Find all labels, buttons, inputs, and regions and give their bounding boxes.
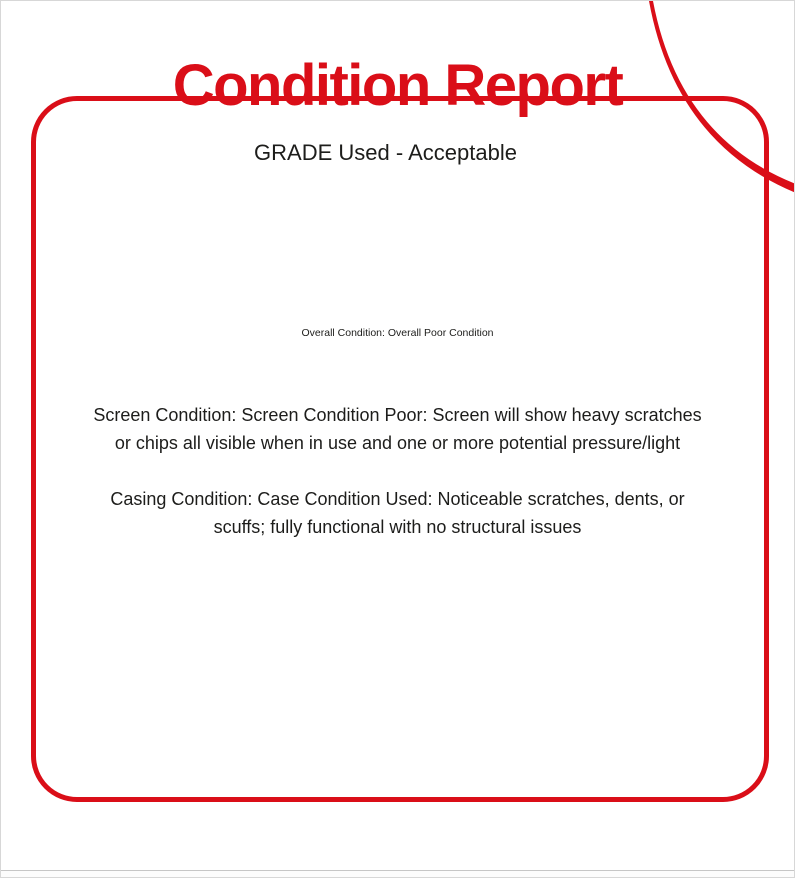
text-line: Casing Condition: Case Condition Used: Noticeable scratches, dents, or — [110, 489, 685, 509]
page-title: Condition Report — [172, 52, 623, 118]
text-line: scuffs; fully functional with no structural issues — [213, 517, 582, 537]
screen-condition-text — [1, 401, 794, 457]
text-line: or chips all visible when in use and one or more potential pressure/light — [114, 433, 681, 453]
text-line: Screen Condition: Screen Condition Poor: Screen will show heavy scratches — [93, 405, 702, 425]
grade-heading: GRADE Used - Acceptable — [254, 140, 517, 165]
overall-condition-text: Overall Condition: Overall Poor Condition — [301, 327, 494, 339]
casing-condition-text — [1, 485, 794, 541]
page-bottom-edge — [1, 870, 794, 878]
